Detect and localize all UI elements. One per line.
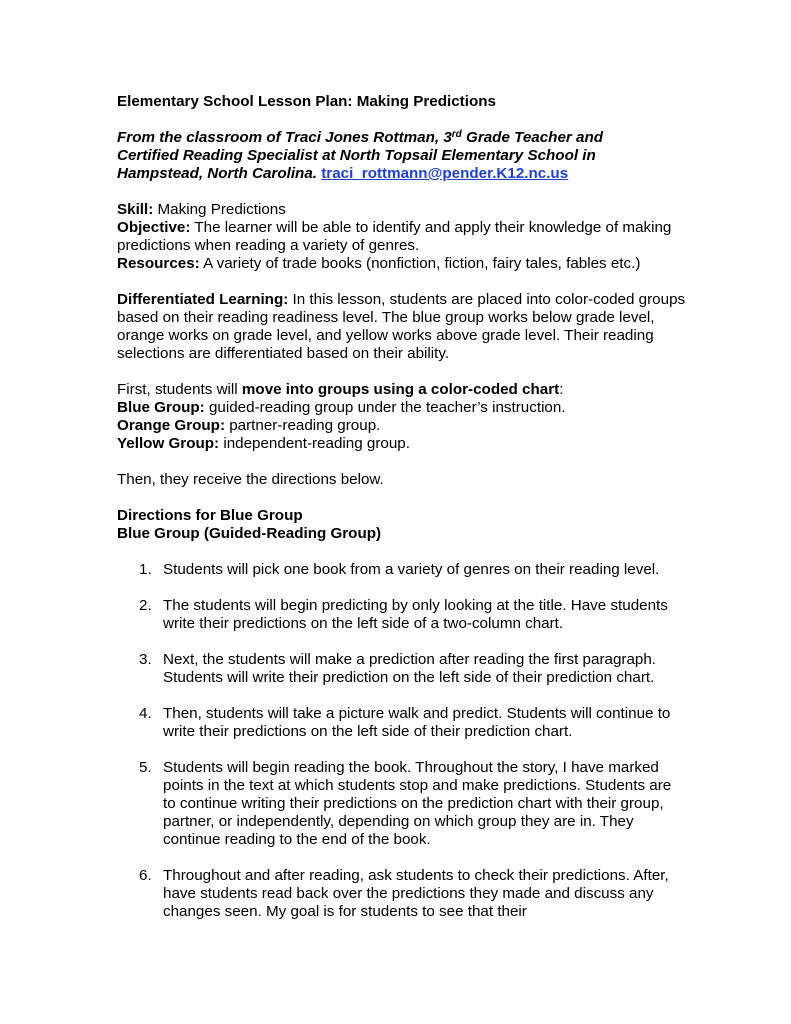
author-line1-suffix: Grade Teacher and (461, 129, 604, 146)
list-item: 1. Students will pick one book from a variety of genres on their reading level. (139, 561, 660, 578)
differentiated-label: Differentiated Learning: (117, 291, 289, 308)
list-item: 3. Next, the students will make a prediction after reading the first paragraph. Students will write their prediction on the left side of their prediction chart. (139, 651, 657, 686)
author-superscript: rd (451, 129, 462, 140)
resources-line (117, 255, 687, 273)
groups-intro: First, students will move into groups using a color-coded chart: (117, 381, 564, 398)
email-link[interactable]: traci_rottmann@pender.K12.nc.us (321, 165, 569, 182)
resources-label: Resources: (117, 255, 200, 272)
author-line1-prefix: From the classroom of Traci Jones Rottman, 3 (117, 129, 452, 146)
author-line2: Certified Reading Specialist at North Topsail Elementary School in (117, 147, 596, 164)
lesson-plan-page (117, 93, 687, 939)
group-orange: Orange Group: partner-reading group. (117, 417, 381, 434)
skill-label: Skill: (117, 201, 154, 218)
differentiated-paragraph (117, 291, 687, 363)
list-item: 2. The students will begin predicting by only looking at the title. Have students write their predictions on the left side of a two-column chart. (139, 597, 668, 632)
skill-line (117, 201, 687, 219)
directions-list (117, 561, 687, 921)
group-blue: Blue Group: guided-reading group under the teacher’s instruction. (117, 399, 566, 416)
document-title: Elementary School Lesson Plan: Making Predictions (117, 93, 496, 110)
objective-line (117, 219, 687, 255)
resources-text: A variety of trade books (nonfiction, fiction, fairy tales, fables etc.) (199, 255, 641, 272)
list-item: 5. Students will begin reading the book. Throughout the story, I have marked points in the text at which students stop and make predictions. Students are to continue writing their predictions on the prediction chart with their group, partner, or independently, depending on which group they are in. They continue reading to the end of the book. (139, 759, 672, 848)
skill-text: Making Predictions (153, 201, 286, 218)
author-block (117, 129, 687, 183)
directions-heading: Directions for Blue Group (117, 507, 303, 524)
then-text: Then, they receive the directions below. (117, 471, 384, 488)
objective-label: Objective: (117, 219, 191, 236)
list-item: 4. Then, students will take a picture walk and predict. Students will continue to write their predictions on the left side of their prediction chart. (139, 705, 671, 740)
list-item: 6. Throughout and after reading, ask students to check their predictions. After, have students read back over the predictions they made and discuss any changes seen. My goal is for students to see that their (139, 867, 669, 920)
directions-subheading: Blue Group (Guided-Reading Group) (117, 525, 382, 542)
author-line3: Hampstead, North Carolina. (117, 165, 318, 182)
differentiated-text: In this lesson, students are placed into color-coded groups based on their reading readiness level. The blue group works below grade level, orange works on grade level, and yellow works above grade level. Their reading selections are differentiated based on their ability. (117, 291, 686, 362)
group-yellow: Yellow Group: independent-reading group. (117, 435, 410, 452)
objective-text: The learner will be able to identify and apply their knowledge of making predictions when reading a variety of genres. (117, 219, 672, 254)
